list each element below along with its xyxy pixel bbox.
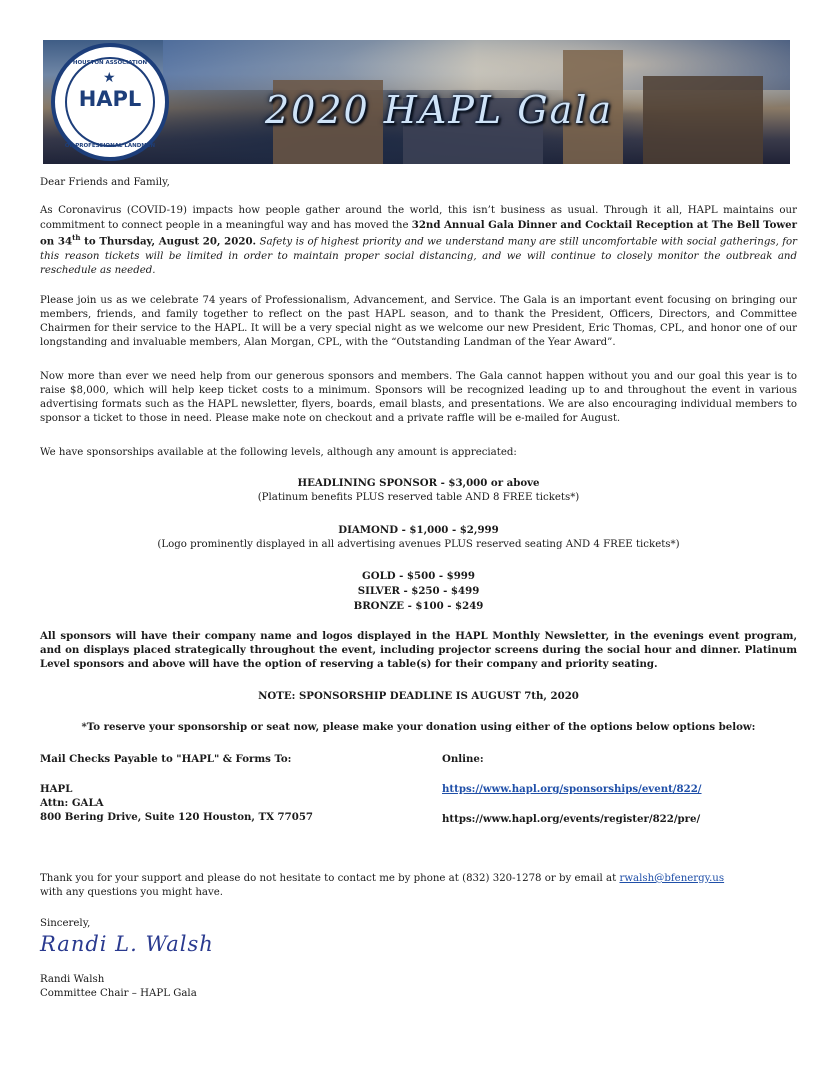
level-bronze: BRONZE - $100 - $249 (353, 600, 484, 613)
banner-building (643, 76, 763, 164)
level-diamond (40, 523, 797, 552)
star-icon: ★ (103, 70, 116, 86)
gala-event-text: 32nd Annual Gala Dinner and Cocktail Reception at The Bell Tower on 34 (40, 219, 797, 248)
hapl-logo (51, 43, 169, 161)
greeting: Dear Friends and Family, (40, 177, 170, 188)
safety-note: Safety is of highest priority and we understand many are still uncomfortable with social gatherings, for this reason tickets will be limited in order to maintain proper social distancing, and we will continue to closely monitor the outbreak and reschedule as needed. (40, 236, 797, 276)
sponsorship-link[interactable]: https://www.hapl.org/sponsorships/event/822/ (442, 783, 702, 795)
registration-url: https://www.hapl.org/events/register/822/pre/ (442, 813, 701, 825)
level-silver: SILVER - $250 - $499 (357, 585, 480, 598)
level-gold-silver-bronze (40, 569, 797, 614)
mail-heading: Mail Checks Payable to "HAPL" & Forms To: (40, 753, 292, 765)
paragraph-levels-intro: We have sponsorships available at the following levels, although any amount is appreciated: (40, 447, 517, 458)
online-heading: Online: (442, 753, 484, 765)
level-diamond-title: DIAMOND - $1,000 - $2,999 (338, 524, 499, 536)
logo-ring-top-text: HOUSTON ASSOCIATION (72, 60, 148, 66)
gala-date-text: to Thursday, August 20, 2020. (80, 235, 257, 248)
thank-you-text: Thank you for your support and please do not hesitate to contact me by phone at (832) 320-1278 or by email at (40, 873, 620, 884)
logo-ring-bottom-text: OF PROFESSIONAL LANDMEN (64, 143, 156, 149)
level-headlining-note: (Platinum benefits PLUS reserved table AND 8 FREE tickets*) (257, 492, 580, 504)
thank-you-note (40, 872, 797, 900)
gala-banner (43, 40, 790, 164)
signer-name: Randi Walsh (40, 974, 105, 985)
paragraph-sponsors-needed: Now more than ever we need help from our generous sponsors and members. The Gala cannot happen without you and our goal this year is to raise $8,000, which will help keep ticket costs to a minimum. Sponsors will be recognized leading up to and throughout the event in various advertising formats such as the HAPL newsletter, flyers, boards, email blasts, and presentations. We are also encouraging individual members to sponsor a ticket to those in need. Please make note on checkout and a private raffle will be e-mailed for August. (40, 371, 797, 425)
mail-address (40, 782, 313, 824)
sponsor-benefits-note: All sponsors will have their company name and logos displayed in the HAPL Monthly Newsletter, in the evenings event program, and on displays placed strategically throughout the event, including projector screens during the social hour and dinner. Platinum Level sponsors and above will have the option of reserving a table(s) for their company and priority seating. (40, 630, 797, 671)
mail-line-org: HAPL (40, 783, 73, 795)
signer-block (40, 973, 797, 1001)
level-gold: GOLD - $500 - $999 (362, 570, 475, 582)
level-diamond-note: (Logo prominently displayed in all advertising avenues PLUS reserved seating AND 4 FREE tickets*) (157, 539, 680, 551)
paragraph-covid-text: As Coronavirus (COVID-19) impacts how people gather around the world, this isn’t business as usual. Through it all, HAPL maintains our commitment to connect people in a meaningful way and has moved the (40, 205, 797, 232)
sponsorship-deadline: NOTE: SPONSORSHIP DEADLINE IS AUGUST 7th, 2020 (258, 690, 579, 702)
thank-you-text-end: with any questions you might have. (40, 887, 224, 899)
ordinal-suffix: th (72, 233, 81, 243)
logo-letters: HAPL (78, 87, 142, 111)
reserve-instructions: *To reserve your sponsorship or seat now, please make your donation using either of the options below options below: (81, 721, 756, 733)
level-headlining (40, 476, 797, 505)
banner-title: 2020 HAPL Gala (265, 88, 614, 132)
sincerely: Sincerely, (40, 918, 91, 929)
level-headlining-title: HEADLINING SPONSOR - $3,000 or above (297, 477, 540, 489)
mail-line-street: 800 Bering Drive, Suite 120 Houston, TX 77057 (40, 811, 314, 824)
signer-title: Committee Chair – HAPL Gala (40, 988, 197, 1000)
email-link[interactable]: rwalsh@bfenergy.us (619, 873, 725, 884)
paragraph-celebrate: Please join us as we celebrate 74 years of Professionalism, Advancement, and Service. The Gala is an important event focusing on bringing our members, friends, and family together to reflect on the past HAPL season, and to thank the President, Officers, Directors, and Committee Chairmen for their service to the HAPL. It will be a very special night as we welcome our new President, Eric Thomas, CPL, and honor one of our longstanding and invaluable members, Alan Morgan, CPL, with the “Outstanding Landman of the Year Award”. (40, 295, 797, 349)
signature: Randi L. Walsh (40, 932, 214, 956)
paragraph-covid (40, 204, 797, 278)
mail-line-attn: Attn: GALA (40, 797, 104, 810)
